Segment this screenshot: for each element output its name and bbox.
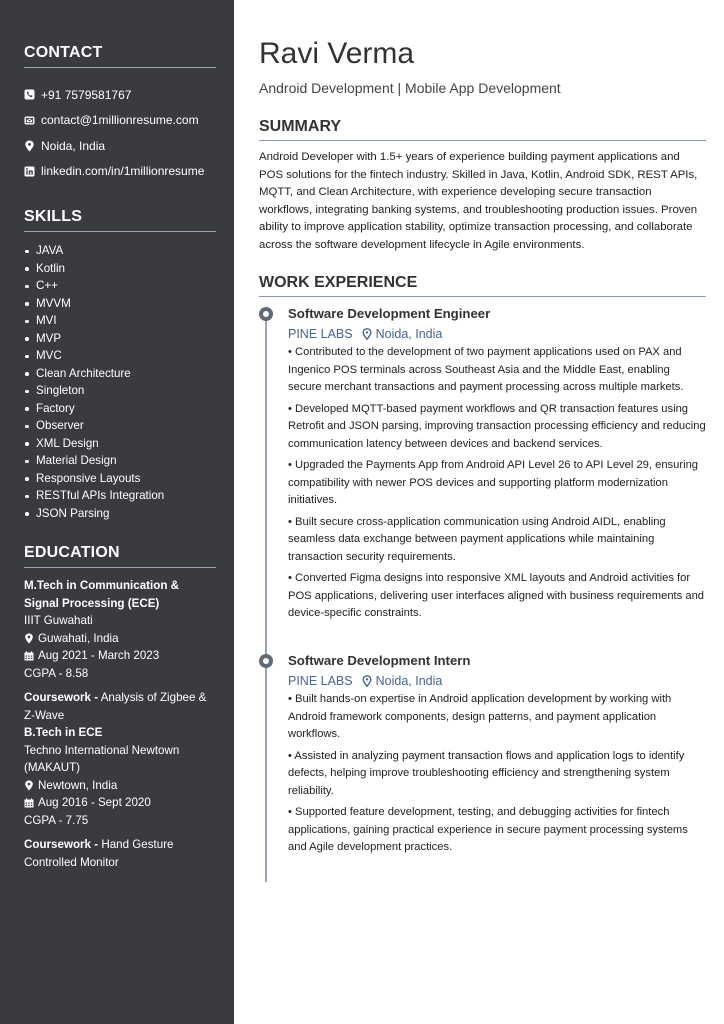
timeline-line [265, 314, 267, 882]
job-bullet: • Assisted in analyzing payment transaction flows and application logs to identify defects, helping improve troubleshooting efficiency and strengthening system reliability. [288, 749, 685, 797]
contact-phone-text[interactable]: +91 7579581767 [41, 87, 132, 102]
job-location: Noida, India [375, 674, 443, 688]
coursework-label: Coursework - [24, 691, 99, 704]
skill-item: Material Design [24, 452, 216, 470]
skill-list [24, 242, 216, 522]
job-bullet: • Upgraded the Payments App from Android API Level 26 to API Level 29, ensuring compatibility with newer POS devices and supporting platform modernization initiatives. [288, 459, 699, 506]
grade: CGPA - 7.75 [24, 813, 89, 827]
skill-item: Responsive Layouts [24, 470, 216, 488]
summary-text: Android Developer with 1.5+ years of experience building payment applications and POS solutions for the fintech industry. Skilled in Java, Kotlin, Android SDK, REST APIs, MQTT, and Clean Architecture, with experience developing secure transaction workflows, integrating banking systems, and troubleshooting production issues. Proven ability to improve application stability, optimize transaction processing, and collaborate across the software development lifecycle in Agile environments. [259, 151, 698, 251]
experience-heading: WORK EXPERIENCE [259, 274, 706, 297]
education-entry [24, 577, 216, 724]
map-pin-icon [24, 780, 34, 790]
skill-item: MVI [24, 312, 216, 330]
skill-item: Factory [24, 400, 216, 418]
education-location-text: Newtown, India [38, 778, 118, 792]
skill-item: Singleton [24, 382, 216, 400]
skill-item: Observer [24, 417, 216, 435]
education-entry [24, 724, 216, 871]
job-meta [288, 327, 442, 341]
skill-item: MVVM [24, 295, 216, 313]
job-company: PINE LABS [288, 674, 353, 688]
timeline-dot-icon [259, 307, 273, 321]
skill-item: RESTful APIs Integration [24, 487, 216, 505]
contact-email [24, 108, 216, 134]
job-bullet: • Developed MQTT-based payment workflows and QR transaction features using Retrofit and JSON parsing, improving transaction processing efficiency and reducing communication latency between devices and backend services. [288, 402, 706, 450]
contact-phone [24, 82, 216, 108]
contact-heading: CONTACT [24, 44, 216, 68]
skill-item: C++ [24, 277, 216, 295]
summary-heading: SUMMARY [259, 118, 706, 141]
coursework-text: Analysis of Zigbee & Z-Wave [24, 691, 207, 722]
grade: CGPA - 8.58 [24, 666, 89, 680]
candidate-name: Ravi Verma [259, 37, 415, 70]
skill-item: Clean Architecture [24, 365, 216, 383]
coursework [24, 836, 216, 871]
coursework-label: Coursework - [24, 838, 99, 851]
education-dates [24, 794, 216, 812]
timeline-dot-icon [259, 654, 273, 668]
job-location: Noida, India [375, 327, 443, 341]
education-dates-text: Aug 2021 - March 2023 [38, 649, 160, 662]
map-pin-icon [362, 675, 372, 687]
education-heading: EDUCATION [24, 544, 216, 568]
linkedin-icon [24, 166, 35, 177]
education-location [24, 630, 216, 648]
contact-list [24, 82, 216, 184]
degree: M.Tech in Communication & Signal Processing (ECE) [24, 579, 180, 610]
skill-item: JAVA [24, 242, 216, 260]
skill-item: Kotlin [24, 260, 216, 278]
skill-item: XML Design [24, 435, 216, 453]
contact-email-text[interactable]: contact@1millionresume.com [41, 113, 199, 128]
job-bullets [288, 691, 706, 861]
map-pin-icon [24, 633, 34, 643]
contact-linkedin [24, 159, 216, 185]
job-title: Software Development Engineer [288, 306, 491, 321]
job-bullets [288, 344, 706, 627]
job-bullet: • Built hands-on expertise in Android application development by working with Android framework components, design patterns, and payment application workflows. [288, 693, 672, 740]
education-dates-text: Aug 2016 - Sept 2020 [38, 796, 151, 809]
envelope-icon [24, 115, 35, 126]
job-company: PINE LABS [288, 327, 353, 341]
skill-item: MVC [24, 347, 216, 365]
phone-icon [24, 89, 35, 100]
education-location [24, 777, 216, 795]
job-bullet: • Supported feature development, testing, and debugging activities for fintech applications, gaining practical experience in secure payment processing systems and Agile development practices. [288, 806, 688, 853]
contact-location-text: Noida, India [41, 138, 106, 153]
calendar-icon [24, 651, 34, 661]
contact-location [24, 133, 216, 159]
job-meta [288, 674, 442, 688]
school: IIIT Guwahati [24, 614, 93, 627]
skill-item: MVP [24, 330, 216, 348]
map-pin-icon [362, 328, 372, 340]
contact-linkedin-text[interactable]: linkedin.com/in/1millionresume [41, 164, 205, 179]
job-title: Software Development Intern [288, 653, 471, 668]
sidebar [0, 0, 234, 1024]
skill-item: JSON Parsing [24, 505, 216, 523]
education-location-text: Guwahati, India [38, 631, 119, 645]
job-bullet: • Built secure cross-application communication using Android AIDL, enabling seamless data exchange between payment applications while maintaining transaction security requirements. [288, 515, 666, 563]
education-dates [24, 647, 216, 665]
job-bullet: • Contributed to the development of two payment applications used on PAX and Ingenico POS terminals across Southeast Asia and the Middle East, enabling secure merchant transactions and payment processing across multiple markets. [288, 346, 684, 393]
job-bullet: • Converted Figma designs into responsive XML layouts and Android activities for POS applications, delivering user interfaces aligned with business requirements and device-specific constraints. [288, 572, 705, 619]
map-pin-icon [24, 140, 35, 151]
coursework-text: Hand Gesture Controlled Monitor [24, 838, 174, 869]
coursework [24, 689, 216, 724]
school: Techno International Newtown (MAKAUT) [24, 743, 180, 774]
degree: B.Tech in ECE [24, 726, 103, 739]
calendar-icon [24, 798, 34, 808]
skills-heading: SKILLS [24, 208, 216, 232]
candidate-subtitle: Android Development | Mobile App Development [259, 80, 561, 96]
